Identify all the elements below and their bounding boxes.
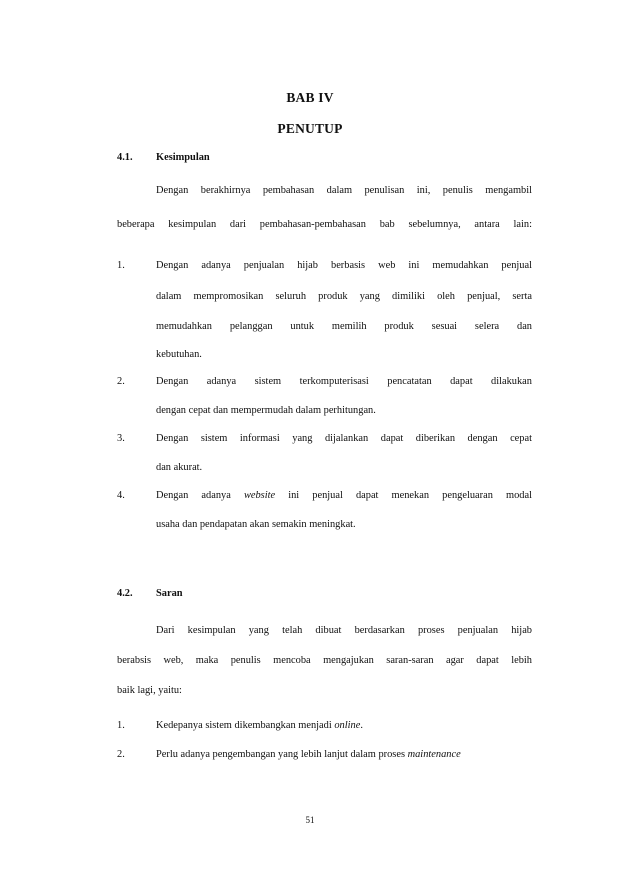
s1-item4-text-after: ini penjual dapat menekan pengeluaran modal bbox=[288, 490, 532, 501]
s1-item4-line2: usaha dan pendapatan akan semakin meningkat. bbox=[156, 519, 356, 530]
page-number: 51 bbox=[305, 815, 315, 825]
chapter-label: BAB IV bbox=[286, 90, 334, 105]
s1-item2-number: 2. bbox=[117, 376, 125, 387]
section2-number: 4.2. bbox=[117, 588, 133, 599]
s2-item2-text-before: Perlu adanya pengembangan yang lebih lanjut dalam proses bbox=[156, 749, 408, 760]
section1-title: Kesimpulan bbox=[156, 152, 210, 163]
chapter-title: PENUTUP bbox=[277, 121, 343, 136]
section2-intro-line1: Dari kesimpulan yang telah dibuat berdasarkan proses penjualan hijab bbox=[156, 625, 532, 636]
section1-number: 4.1. bbox=[117, 152, 133, 163]
s1-item3-number: 3. bbox=[117, 433, 125, 444]
section1-intro-line2: beberapa kesimpulan dari pembahasan-pembahasan bab sebelumnya, antara lain: bbox=[117, 219, 532, 230]
s1-item4-line1 bbox=[156, 489, 532, 502]
s1-item1-line1: Dengan adanya penjualan hijab berbasis web ini memudahkan penjual bbox=[156, 260, 532, 271]
s1-item2-line2: dengan cepat dan mempermudah dalam perhitungan. bbox=[156, 405, 376, 416]
s1-item4-text-before: Dengan adanya bbox=[156, 490, 231, 501]
s2-item1-text-after: . bbox=[360, 720, 363, 731]
section2-intro-line3: baik lagi, yaitu: bbox=[117, 685, 182, 696]
s2-item1-italic-online: online bbox=[334, 720, 361, 731]
section2-intro-line2: berabsis web, maka penulis mencoba mengajukan saran-saran agar dapat lebih bbox=[117, 655, 532, 666]
s1-item1-line3: memudahkan pelanggan untuk memilih produk sesuai selera dan bbox=[156, 321, 532, 332]
s1-item2-line1: Dengan adanya sistem terkomputerisasi pencatatan dapat dilakukan bbox=[156, 376, 532, 387]
s2-item2-italic-maintenance: maintenance bbox=[407, 749, 461, 760]
section2-title: Saran bbox=[156, 588, 183, 599]
s1-item3-line2: dan akurat. bbox=[156, 462, 203, 473]
s1-item3-line1: Dengan sistem informasi yang dijalankan dapat diberikan dengan cepat bbox=[156, 433, 532, 444]
section1-intro-line1: Dengan berakhirnya pembahasan dalam penulisan ini, penulis mengambil bbox=[156, 185, 532, 196]
s2-item2-number: 2. bbox=[117, 749, 125, 760]
s2-item1-number: 1. bbox=[117, 720, 125, 731]
s2-item1-text-before: Kedepanya sistem dikembangkan menjadi bbox=[156, 720, 335, 731]
s1-item1-number: 1. bbox=[117, 260, 125, 271]
s1-item1-line4: kebutuhan. bbox=[156, 349, 202, 360]
s2-item2-line bbox=[156, 748, 461, 761]
s1-item1-line2: dalam mempromosikan seluruh produk yang dimiliki oleh penjual, serta bbox=[156, 291, 532, 302]
s2-item1-line bbox=[156, 719, 363, 732]
s1-item4-number: 4. bbox=[117, 490, 125, 501]
s1-item4-italic-website: website bbox=[243, 490, 276, 501]
